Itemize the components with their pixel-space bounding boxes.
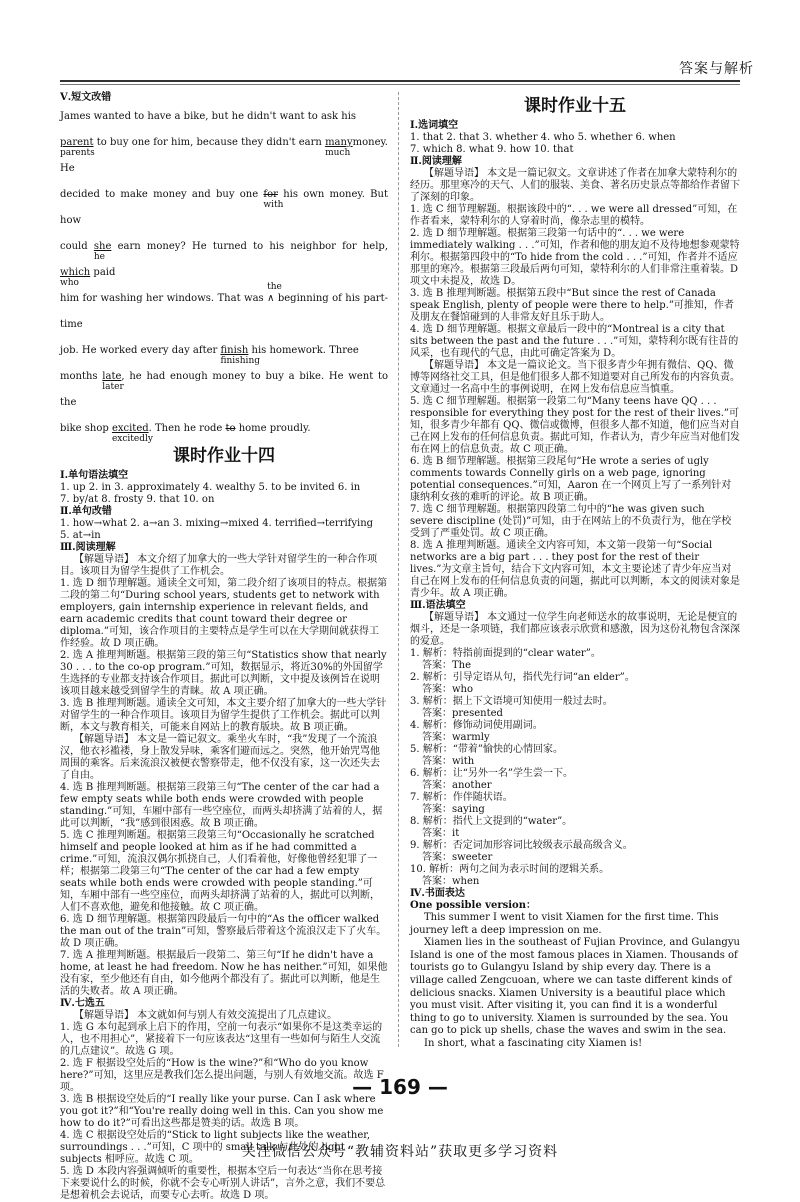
guide-note: 【解题导语】 本文是一篇记叙文。文章讲述了作者在加拿大蒙特利尔的经历。那里寒冷的天气、人们的服装、美食、著名历史景点等都给作者留下了深刻的印象。: [410, 168, 740, 203]
guide-note: 【解题导语】 本文是一篇议论文。当下很多青少年拥有微信、QQ、微博等网络社交工具，但是他们很多人都不知道要对自己所发布的内容负责。文章通过一名高中生的事例说明，在网上发布信息应当慎重。: [410, 360, 740, 395]
section-heading: Ⅱ.阅读理解: [410, 156, 462, 167]
lesson-title: 课时作业十四: [173, 446, 275, 466]
answer-explanation: 3. 选 B 推理判断题。通读全文可知，本文主要介绍了加拿大的一些大学针对留学生的一种合作项目。该项目为留学生提供了工作机会。据此可以判断，本文与教育相关，可能来自网站上的教育版块。故 B 项正确。: [60, 698, 387, 733]
deleted-word: to: [225, 423, 236, 434]
answer-line: 5. at→in: [60, 530, 101, 541]
grammar-analysis: 3. 解析：据上下文语境可知使用一般过去时。: [410, 696, 613, 707]
grammar-answer: 答案：The: [422, 660, 472, 671]
corrected-word: excited excitedly: [111, 423, 153, 444]
essay-paragraph: This summer I went to visit Xiamen for the first time. This journey left a deep impression on me.: [410, 912, 719, 936]
corrected-word: she he: [93, 241, 112, 262]
grammar-answer: 答案：sweeter: [422, 852, 493, 863]
corrected-word: many much: [325, 137, 353, 158]
grammar-analysis: 7. 解析：作伴随状语。: [410, 792, 513, 803]
grammar-answer: 答案：with: [422, 756, 475, 767]
guide-note: 【解题导语】 本文就如何与别人有效交流提出了几点建议。: [74, 1010, 338, 1021]
answer-explanation: 5. 选 D 本段内容强调倾听的重要性，根据本空后一句表达“当你在思考接下来要说什么的时候，你就不会专心听别人讲话”，言外之意，我们不要总是想着机会去说话，而要专心去听。故选 D 项。: [60, 1166, 386, 1201]
answer-line: 1. how→what 2. a→an 3. mixing→mixed 4. terrified→terrifying: [60, 518, 374, 529]
answer-explanation: 4. 选 D 细节理解题。根据文章最后一段中的“Montreal is a city that sits between the past and the future . . .”可知，蒙特利尔既有往昔的风采，也有现代的气息，由此可确定答案为 D。: [410, 324, 739, 359]
grammar-answer: 答案：presented: [422, 708, 503, 719]
answer-explanation: 6. 选 B 细节理解题。根据第三段尾句“He wrote a series of ugly comments towards Connelly girls on a web page, ignoring potential consequences.”可知，Aaron 在一个网页上写了一系列针对康纳利女孩的难听的评论。故 B 项正确。: [410, 456, 732, 503]
answer-explanation: 4. 选 B 推理判断题。根据第三段第三句“The center of the car had a few empty seats while both ends were crowded with people standing.”可知，车厢中部有一些空座位，而两头却挤满了站着的人，据此可以判断，“我”感到很困惑。故 B 项正确。: [60, 782, 383, 829]
answer-explanation: 3. 选 B 根据设空处后的“I really like your purse. Can I ask where you got it?”和“You're really doing well in this. Can you show me how to do it?”可看出这些都是赞美的话。故选 B 项。: [60, 1094, 384, 1129]
answer-line: 1. up 2. in 3. approximately 4. wealthy 5. to be invited 6. in: [60, 482, 361, 493]
answer-explanation: 2. 选 A 推理判断题。根据第三段的第三句“Statistics show that nearly 30 . . . to the co-op program.”可知，数据显示，将近30%的外国留学生选择的专业都支持该合作项目。据此可以判断，文中提及该例旨在说明该项目越来越受到留学生的青睐。故 A 项正确。: [60, 650, 387, 697]
grammar-analysis: 4. 解析：修饰动词使用副词。: [410, 720, 543, 731]
footer-note: 关注微信公众号“教辅资料站”获取更多学习资料: [241, 1144, 559, 1160]
answer-line: 7. which 8. what 9. how 10. that: [410, 144, 574, 155]
section-heading: Ⅲ.语法填空: [410, 600, 466, 611]
grammar-answer: 答案：who: [422, 684, 474, 695]
header-rule-thin: [60, 84, 740, 85]
answer-line: 1. that 2. that 3. whether 4. who 5. whether 6. when: [410, 132, 676, 143]
guide-note: 【解题导语】 本文介绍了加拿大的一些大学针对留学生的一种合作项目。该项目为留学生提供了工作机会。: [60, 554, 378, 577]
answer-explanation: 1. 选 C 细节理解题。根据该段中的“. . . we were all dressed”可知，在作者看来，蒙特利尔的人穿着时尚，像杂志里的模特。: [410, 204, 738, 227]
lesson-title: 课时作业十五: [524, 96, 626, 116]
grammar-analysis: 5. 解析：“带着”愉快的心情回家。: [410, 744, 563, 755]
running-header: 答案与解析: [679, 61, 754, 77]
model-essay-label: One possible version：: [410, 900, 536, 911]
section-heading: Ⅳ.书面表达: [410, 888, 465, 899]
guide-note: 【解题导语】 本文通过一位学生向老师送水的故事说明，无论是便宜的烟斗，还是一条项链，我们都应该表示欣赏和感激，因为这份礼物包含深深的爱意。: [410, 612, 740, 647]
section-heading: Ⅰ.选词填空: [410, 120, 459, 131]
essay-paragraph: In short, what a fascinating city Xiamen is!: [424, 1037, 643, 1049]
page-number: — 169 —: [352, 1075, 448, 1099]
answer-line: 7. by/at 8. frosty 9. that 10. on: [60, 494, 215, 505]
header-rule: [60, 80, 740, 82]
corrected-word: which who: [60, 267, 91, 288]
error-correction-passage: James wanted to have a bike, but he didn't want to ask his parent parents to buy one for him, because they didn't earn many much money. He decided to make money and buy one for with his own money. But how could she he earn money? He turned to his neighbor for help, which who paid him for washing her windows. That was ∧ the beginning of his part-time job. He worked every day after finish finishing his homework. Three months late later , he had enough money to buy a bike. He went to the bike shop excited excitedly . Then he rode to home proudly.: [60, 111, 389, 444]
grammar-answer: 答案：when: [422, 876, 480, 887]
column-divider: [398, 92, 399, 1047]
grammar-analysis: 1. 解析：特指前面提到的“clear water”。: [410, 648, 601, 659]
answer-explanation: 2. 选 F 根据设空处后的“How is the wine?”和“Who do you know here?”可知，这里应是教我们怎么提出问题，与别人有效地交流。故选 F 项。: [60, 1058, 384, 1093]
corrected-word: for with: [263, 189, 284, 210]
grammar-analysis: 2. 解析：引导定语从句，指代先行词“an elder”。: [410, 672, 635, 683]
corrected-word: parent parents: [60, 137, 95, 158]
answer-explanation: 7. 选 C 细节理解题。根据第四段第二句中的“he was given such severe discipline (处罚)”可知，由于在网站上的不负责行为，他在学校受到了严重处罚。故 C 项正确。: [410, 504, 732, 539]
grammar-answer: 答案：another: [422, 780, 492, 791]
answer-explanation: 1. 选 D 细节理解题。通读全文可知，第二段介绍了该项目的特点。根据第二段的第二句“During school years, students get to network with employers, gain internship experience in relevant fields, and earn academic credits that count toward their degree or diploma.”可知，该合作项目的主要特点是学生可以在大学期间就获得工作经验。故 D 项正确。: [60, 578, 388, 649]
grammar-answer: 答案：it: [422, 828, 460, 839]
grammar-answer: 答案：warmly: [422, 732, 490, 743]
inserted-word: ∧ the: [267, 282, 282, 304]
answer-explanation: 2. 选 D 细节理解题。根据第三段第一句话中的“. . . we were immediately walking . . .”可知，作者和他的朋友迫不及待地想参观蒙特利尔。根据第四段中的“To hide from the cold . . .”可知，作者并不适应那里的寒冷。根据第三段最后两句可知，蒙特利尔的人们非常注重着装。D 项文中未提及，故选 D。: [410, 228, 740, 287]
answer-explanation: 8. 选 A 推理判断题。通读全文内容可知，本文第一段第一句“Social networks are a big part . . . they post for the rest of their lives.”为文章主旨句，结合下文内容可知，本文主要论述了青少年应当对自己在网上发布的任何信息负责的问题，据此可以判断，本文的阅读对象是青少年。故 A 项正确。: [410, 540, 740, 599]
section-heading: Ⅰ.单句语法填空: [60, 470, 129, 481]
right-column: [410, 92, 740, 1051]
grammar-analysis: 8. 解析：指代上文提到的“water”。: [410, 816, 573, 827]
corrected-word: finish finishing: [220, 345, 260, 366]
section-heading: Ⅳ.七选五: [60, 998, 105, 1009]
answer-explanation: 5. 选 C 细节理解题。根据第一段第二句“Many teens have QQ . . . responsible for everything they post for the rest of their lives.”可知，很多青少年都有 QQ、微信或微博，但很多人都不知道，他们应当对自己在网上发布的任何信息负责。据此可知，作者认为，青少年应当对他们发布在网上的信息负责。故 C 项正确。: [410, 396, 740, 455]
section-heading: Ⅲ.阅读理解: [60, 542, 116, 553]
grammar-answer: 答案：saying: [422, 804, 485, 815]
section-heading: Ⅱ.单句改错: [60, 506, 112, 517]
grammar-analysis: 10. 解析：两句之间为表示时间的逻辑关系。: [410, 864, 610, 875]
section-heading: Ⅴ.短文改错: [60, 92, 112, 103]
passage-text: James wanted to have a bike, but he didn't want to ask his: [60, 111, 357, 122]
grammar-analysis: 9. 解析：否定词加形容词比较级表示最高级含义。: [410, 840, 633, 851]
answer-explanation: 6. 选 D 细节理解题。根据第四段最后一句中的“As the officer walked the man out of the train”可知，警察最后带着这个流浪汉走下了火车。故 D 项正确。: [60, 914, 387, 949]
corrected-word: late later: [102, 371, 124, 392]
grammar-analysis: 6. 解析：让“另外一名”学生尝一下。: [410, 768, 573, 779]
left-column: [60, 92, 388, 1202]
answer-explanation: 5. 选 C 推理判断题。根据第三段第三句“Occasionally he scratched himself and people looked at him as if he had committed a crime.”可知，流浪汉偶尔抓挠自己，人们看着他，好像他曾经犯罪了一样；根据第二段第三句“The center of the car had a few empty seats while both ends were crowded with people standing.”可知，车厢中部有一些空座位，而两头却挤满了站着的人，据此可以判断，人们不喜欢他，避免和他接触。故 C 项正确。: [60, 830, 380, 913]
answer-explanation: 1. 选 G 本句起到承上启下的作用，空前一句表示“如果你不是这类幸运的人，也不用担心”，紧接着下一句应该表达“这里有一些如何与陌生人交流的几点建议”。故选 G 项。: [60, 1022, 383, 1057]
guide-note: 【解题导语】 本文是一篇记叙文。乘坐火车时，“我”发现了一个流浪汉，他衣衫褴褛，身上散发异味，乘客们避而远之。突然，他开始咒骂他周围的乘客。后来流浪汉被便衣警察带走，他不仅没有家，这一次还失去了自由。: [60, 734, 380, 781]
answer-explanation: 4. 选 C 根据设空处后的“Stick to light subjects like the weather, surroundings . . .”可知，C 项中的 small talk 与此处的 light subjects 相呼应。故选 C 项。: [60, 1130, 371, 1165]
essay-paragraph: Xiamen lies in the southeast of Fujian Province, and Gulangyu Island is one of the most famous places in Xiamen. Thousands of tourists go to Gulangyu Island by ship every day. There is a village called Zengcuoan, where we can taste different kinds of delicious snacks. Xiamen University is a beautiful place which you must visit. After visiting it, you can find it is a wonderful thing to go to university. Xiamen is surrounded by the sea. You can go to pick up shells, chase the waves and swim in the sea.: [410, 937, 740, 1037]
answer-explanation: 7. 选 A 推理判断题。根据最后一段第二、第三句“If he didn't have a home, at least he had freedom. Now he has neither.”可知，如果他没有家，至少他还有自由，如今他两个都没有了。据此可以判断，他是生活的失败者。故 A 项正确。: [60, 950, 388, 997]
answer-explanation: 3. 选 B 推理判断题。根据第五段中“But since the rest of Canada speak English, plenty of people were there to help.”可推知，作者及朋友在餐馆碰到的人非常友好且乐于助人。: [410, 288, 734, 323]
